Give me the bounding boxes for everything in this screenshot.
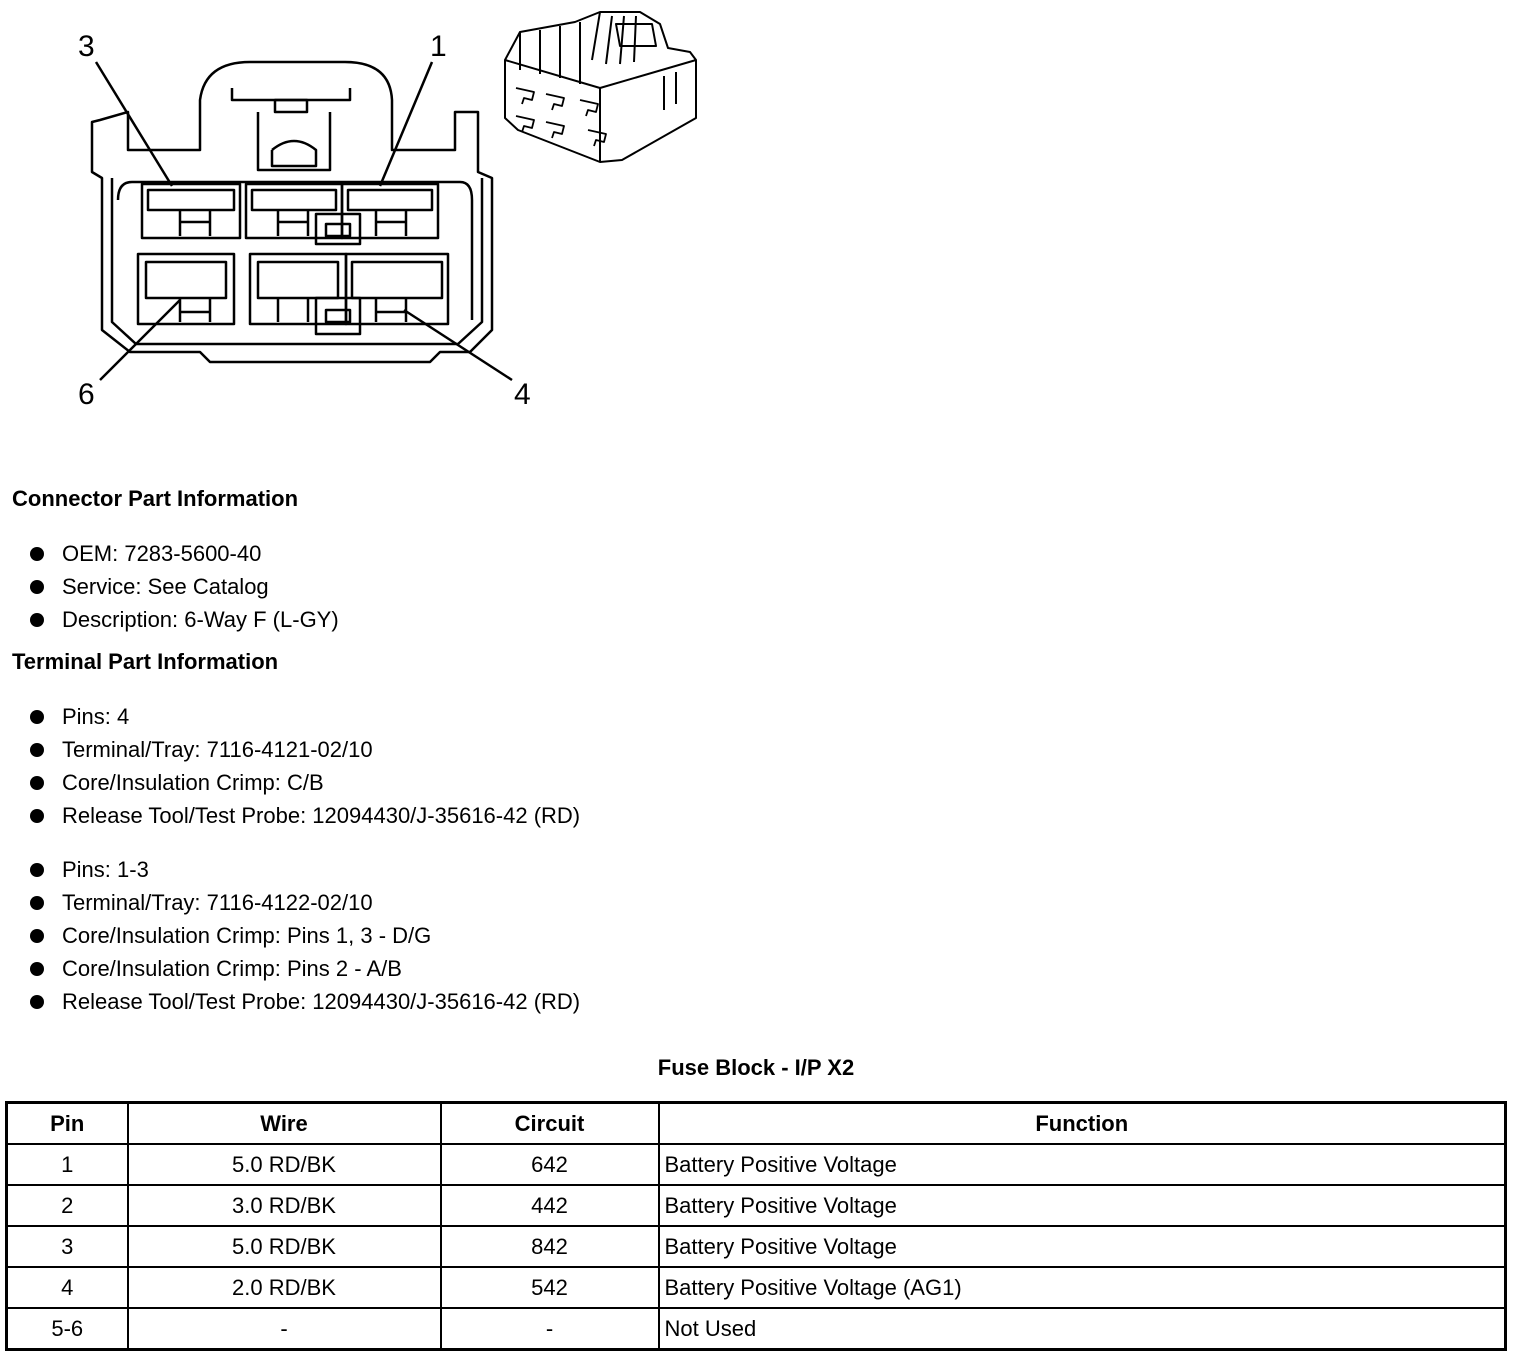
cell-function: Battery Positive Voltage bbox=[659, 1144, 1506, 1185]
header-pin: Pin bbox=[7, 1103, 128, 1145]
cell-pin: 2 bbox=[7, 1185, 128, 1226]
cell-pin: 5-6 bbox=[7, 1308, 128, 1350]
connector-iso-view bbox=[505, 12, 696, 162]
terminal-part-title: Terminal Part Information bbox=[12, 649, 279, 674]
cell-wire: 5.0 RD/BK bbox=[128, 1226, 441, 1267]
cell-circuit: 842 bbox=[441, 1226, 659, 1267]
cell-circuit: 442 bbox=[441, 1185, 659, 1226]
header-wire: Wire bbox=[128, 1103, 441, 1145]
cell-wire: - bbox=[128, 1308, 441, 1350]
list-item: Terminal/Tray: 7116-4122-02/10 bbox=[30, 886, 580, 919]
callout-label-6: 6 bbox=[78, 378, 95, 411]
connector-diagram bbox=[0, 0, 720, 420]
cell-pin: 4 bbox=[7, 1267, 128, 1308]
cell-function: Battery Positive Voltage (AG1) bbox=[659, 1267, 1506, 1308]
list-item: Description: 6-Way F (L-GY) bbox=[30, 603, 339, 636]
cell-wire: 2.0 RD/BK bbox=[128, 1267, 441, 1308]
connector-housing bbox=[92, 62, 492, 362]
table-title: Fuse Block - I/P X2 bbox=[657, 1055, 855, 1080]
connector-part-title: Connector Part Information bbox=[12, 486, 299, 511]
cell-function: Battery Positive Voltage bbox=[659, 1185, 1506, 1226]
pinout-table bbox=[5, 1101, 1507, 1351]
callout-label-1: 1 bbox=[430, 30, 447, 63]
terminal-part-list-1 bbox=[30, 700, 580, 832]
connector-part-list bbox=[30, 537, 339, 636]
cell-circuit: 642 bbox=[441, 1144, 659, 1185]
cell-wire: 5.0 RD/BK bbox=[128, 1144, 441, 1185]
terminal-part-list-2 bbox=[30, 853, 580, 1018]
list-item: Core/Insulation Crimp: Pins 1, 3 - D/G bbox=[30, 919, 580, 952]
list-item: Release Tool/Test Probe: 12094430/J-35616-42 (RD) bbox=[30, 985, 580, 1018]
list-item: Pins: 4 bbox=[30, 700, 580, 733]
list-item: OEM: 7283-5600-40 bbox=[30, 537, 339, 570]
table-row bbox=[7, 1226, 1506, 1267]
list-item: Terminal/Tray: 7116-4121-02/10 bbox=[30, 733, 580, 766]
cell-function: Not Used bbox=[659, 1308, 1506, 1350]
list-item: Core/Insulation Crimp: C/B bbox=[30, 766, 580, 799]
table-row bbox=[7, 1144, 1506, 1185]
list-item: Core/Insulation Crimp: Pins 2 - A/B bbox=[30, 952, 580, 985]
callout-label-3: 3 bbox=[78, 30, 95, 63]
table-row bbox=[7, 1308, 1506, 1350]
list-item: Pins: 1-3 bbox=[30, 853, 580, 886]
callout-label-4: 4 bbox=[514, 378, 531, 411]
cell-pin: 1 bbox=[7, 1144, 128, 1185]
cell-pin: 3 bbox=[7, 1226, 128, 1267]
callout-line-3 bbox=[96, 62, 172, 186]
cell-function: Battery Positive Voltage bbox=[659, 1226, 1506, 1267]
table-header-row bbox=[7, 1103, 1506, 1145]
cell-circuit: - bbox=[441, 1308, 659, 1350]
table-row bbox=[7, 1185, 1506, 1226]
list-item: Release Tool/Test Probe: 12094430/J-35616-42 (RD) bbox=[30, 799, 580, 832]
cell-circuit: 542 bbox=[441, 1267, 659, 1308]
cell-wire: 3.0 RD/BK bbox=[128, 1185, 441, 1226]
list-item: Service: See Catalog bbox=[30, 570, 339, 603]
header-circuit: Circuit bbox=[441, 1103, 659, 1145]
header-function: Function bbox=[659, 1103, 1506, 1145]
table-row bbox=[7, 1267, 1506, 1308]
